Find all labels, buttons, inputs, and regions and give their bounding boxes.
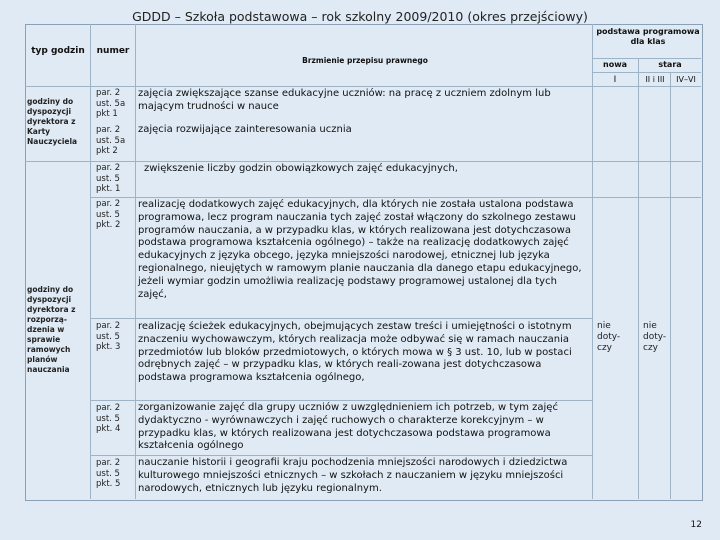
page-number: 12 — [690, 520, 702, 530]
row-text: realizację ścieżek edukacyjnych, obejmujących zestaw treści i umiejętności o istotnym znaczeniu wychowawczym, których realizacja może odbywać się w ramach nauczania przedmiotów lub bloków przedmiotowych, o których mowa w § 3 ust. 10, lub w postaci odrębnych zajęć – w przypadku klas, w których reali-zowana jest dotychczasowa podstawa programowa kształcenia ogólnego, — [138, 321, 572, 384]
row-ref: par. 2 ust. 5a pkt 2 — [96, 125, 126, 156]
row-divider — [90, 318, 592, 319]
col-divider — [592, 24, 593, 499]
header-stara: stara — [658, 60, 682, 69]
row-divider — [90, 197, 701, 198]
header-divider — [592, 58, 701, 59]
row-ref: par. 2 ust. 5 pkt. 1 — [96, 163, 121, 194]
row-ref: par. 2 ust. 5 pkt. 5 — [96, 458, 121, 489]
row-ref: par. 2 ust. 5 pkt. 3 — [96, 321, 121, 352]
header-klasa-i: I — [613, 75, 617, 85]
page-title: GDDD – Szkoła podstawowa – rok szkolny 2009/2010 (okres przejściowy) — [132, 9, 588, 24]
group-label-karta-nauczyciela: godziny do dyspozycji dyrektora z Karty Nauczyciela — [27, 97, 78, 146]
header-divider — [592, 72, 701, 73]
col-divider — [90, 24, 91, 499]
row-ref: par. 2 ust. 5 pkt. 2 — [96, 199, 121, 230]
header-podstawa: podstawa programowa dla klas — [596, 27, 700, 46]
row-text: realizację dodatkowych zajęć edukacyjnych, dla których nie została ustalona podstawa programowa, lecz program nauczania tych zajęć został włączony do szkolnego zestawu programów nauczania, a w przypadku klas, w których realizowana jest dotychczasowa podstawa programowa kształcenia ogólnego) – także na realizację dodatkowych zajęć edukacyjnych z języka obcego, języka mniejszości narodowej, etnicznej lub języka regionalnego, nieujętych w ramowym planie nauczania dla danego etapu edukacyjnego, jeżeli wymiar godzin umożliwia realizację podstawy programowej ustalonej dla tych zajęć, — [138, 199, 582, 300]
header-klasa-iv-vi: IV–VI — [676, 75, 696, 84]
nie-dotyczy-stara: nie doty- czy — [643, 321, 667, 353]
group-divider — [25, 161, 701, 162]
row-ref: par. 2 ust. 5 pkt. 4 — [96, 403, 121, 434]
row-text: zajęcia zwiększające szanse edukacyjne uczniów: na pracę z uczniem zdolnym lub mającym trudności w nauce — [138, 88, 551, 112]
row-text: zajęcia rozwijające zainteresowania ucznia — [138, 124, 352, 135]
row-divider — [90, 455, 592, 456]
col-divider — [670, 72, 671, 499]
row-divider — [90, 400, 592, 401]
header-numer: numer — [96, 46, 130, 56]
header-nowa: nowa — [603, 60, 627, 69]
nie-dotyczy-nowa: nie doty- czy — [597, 321, 621, 353]
col-divider — [135, 24, 136, 499]
header-brzmienie: Brzmienie przepisu prawnego — [302, 56, 428, 65]
row-text: nauczanie historii i geografii kraju pochodzenia mniejszości narodowych i dziedzictwa kulturowego mniejszości etnicznych – w szkołach z nauczaniem w języku mniejszości narodowych, etnicznych lub języku regionalnym. — [138, 457, 568, 494]
row-text: zorganizowanie zajęć dla grupy uczniów z uwzględnieniem ich potrzeb, w tym zajęć dydaktyczno - wyrównawczych i zajęć ruchowych o charakterze korekcyjnym – w przypadku klas, w których realizowana jest dotychczasowa podstawa programowa kształcenia ogólnego — [138, 402, 558, 452]
header-klasa-ii-iii: II i III — [645, 75, 665, 84]
row-ref: par. 2 ust. 5a pkt 1 — [96, 88, 126, 119]
header-divider — [25, 86, 701, 87]
row-text: zwiększenie liczby godzin obowiązkowych zajęć edukacyjnych, — [144, 163, 458, 174]
group-label-rozporzadzenie: godziny do dyspozycji dyrektora z rozporzą-dzenia w sprawie ramowych planów nauczania — [27, 285, 76, 374]
header-typ-godzin: typ godzin — [31, 46, 85, 56]
col-divider — [638, 58, 639, 499]
